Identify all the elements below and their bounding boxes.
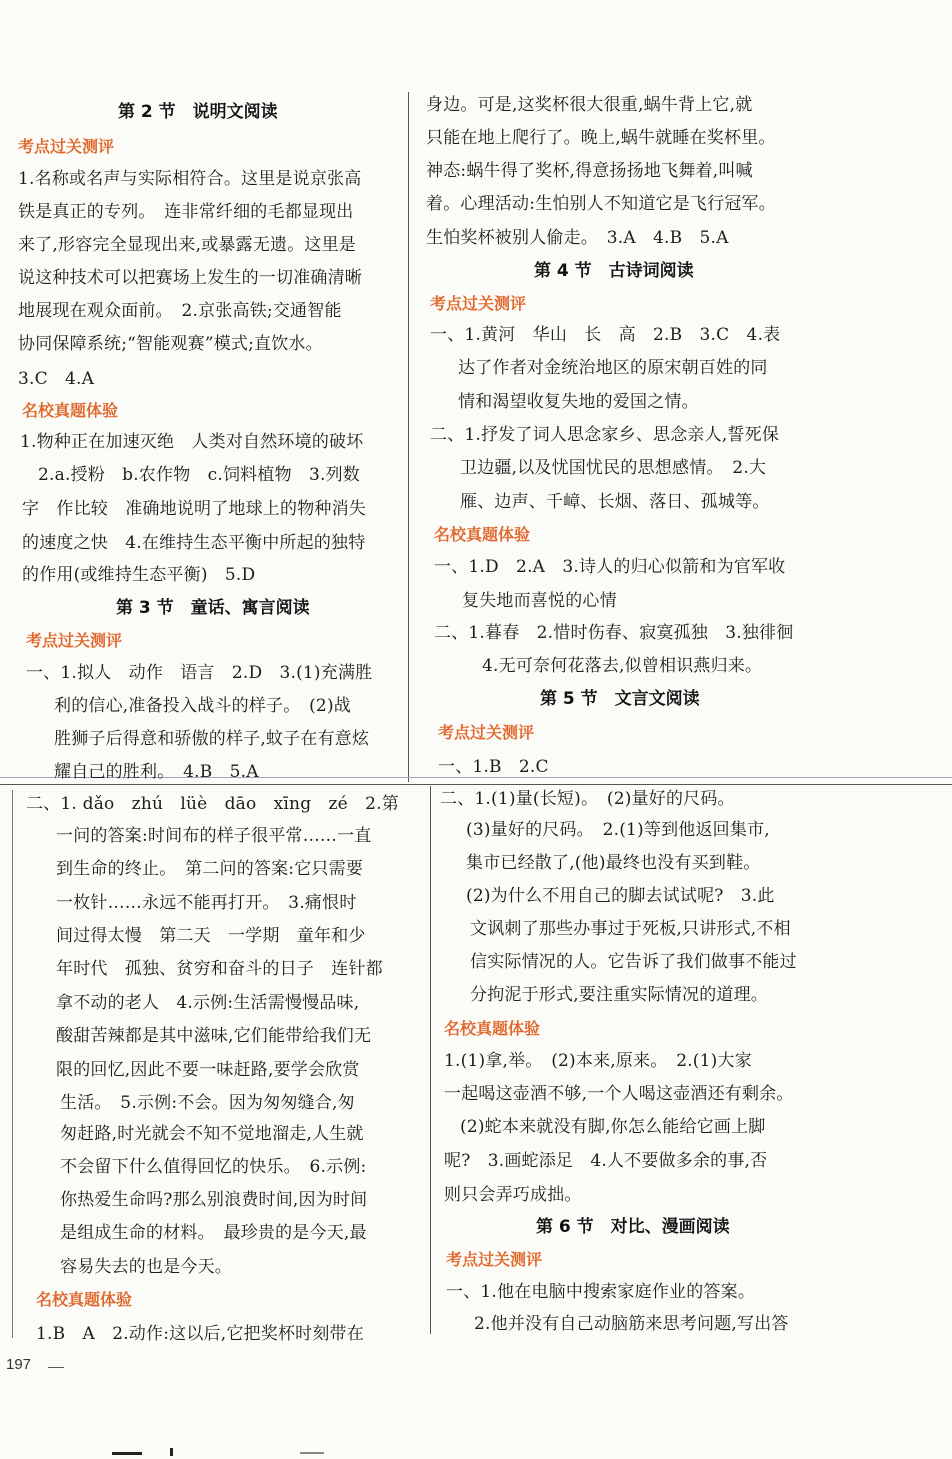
answer-line: 1.物种正在加速灭绝 人类对自然环境的破坏 xyxy=(20,432,364,452)
section-heading: 名校真题体验 xyxy=(434,525,531,544)
answer-line: 说这种技术可以把赛场上发生的一切准确清晰 xyxy=(18,268,362,288)
section-heading: 名校真题体验 xyxy=(444,1019,541,1038)
answer-line: (3)量好的尺码。 2.(1)等到他返回集市, xyxy=(466,820,770,840)
answer-line: 地展现在观众面前。 2.京张高铁;交通智能 xyxy=(18,301,342,321)
answer-line: 2.a.授粉 b.农作物 c.饲料植物 3.列数 xyxy=(38,465,360,485)
answer-line: (2)为什么不用自己的脚去试试呢? 3.此 xyxy=(466,886,775,906)
answer-line: 二、1.(1)量(长短)。 (2)量好的尺码。 xyxy=(440,789,735,809)
section-heading: 考点过关测评 xyxy=(18,137,115,156)
answer-line: 3.C 4.A xyxy=(18,369,95,389)
section-5-title: 第 5 节 文言文阅读 xyxy=(540,689,700,709)
answer-line: 生活。 5.示例:不会。因为匆匆缝合,匆 xyxy=(60,1093,355,1113)
answer-line: 文讽刺了那些办事过于死板,只讲形式,不相 xyxy=(470,919,791,939)
answer-line: 一、1.B 2.C xyxy=(438,757,549,777)
section-heading: 名校真题体验 xyxy=(22,401,119,420)
answer-line: 信实际情况的人。它告诉了我们做事不能过 xyxy=(470,952,797,972)
answer-line: 间过得太慢 第二天 一学期 童年和少 xyxy=(56,926,366,946)
section-heading: 考点过关测评 xyxy=(446,1250,543,1269)
left-margin-rule xyxy=(12,790,13,1338)
page-number-dash xyxy=(48,1367,64,1368)
answer-line: 一问的答案:时间布的样子很平常……一直 xyxy=(56,826,372,846)
answer-line: 酸甜苦辣都是其中滋味,它们能带给我们无 xyxy=(56,1026,372,1046)
answer-line: 4.无可奈何花落去,似曾相识燕归来。 xyxy=(482,656,763,676)
scan-mark xyxy=(112,1452,142,1455)
answer-line: 只能在地上爬行了。晚上,蜗牛就睡在奖杯里。 xyxy=(426,128,776,148)
answer-line: 到生命的终止。 第二问的答案:它只需要 xyxy=(56,859,364,879)
answer-line: 神态:蜗牛得了奖杯,得意扬扬地飞舞着,叫喊 xyxy=(426,161,753,181)
answer-line: 生怕奖杯被别人偷走。 3.A 4.B 5.A xyxy=(426,228,729,248)
section-heading: 名校真题体验 xyxy=(36,1290,133,1309)
answer-line: 2.他并没有自己动脑筋来思考问题,写出答 xyxy=(474,1314,789,1334)
answer-line: 身边。可是,这奖杯很大很重,蜗牛背上它,就 xyxy=(426,95,753,115)
answer-line: 着。心理活动:生怕别人不知道它是飞行冠军。 xyxy=(426,194,776,214)
column-divider xyxy=(408,92,409,782)
section-heading: 考点过关测评 xyxy=(430,294,527,313)
answer-line: 情和渴望收复失地的爱国之情。 xyxy=(458,392,699,412)
answer-line: 年时代 孤独、贫穷和奋斗的日子 连针都 xyxy=(56,959,383,979)
scan-mark xyxy=(300,1452,324,1454)
answer-line: 限的回忆,因此不要一味赶路,要学会欣赏 xyxy=(56,1060,360,1080)
answer-line: 拿不动的老人 4.示例:生活需慢慢品味, xyxy=(56,993,360,1013)
section-6-title: 第 6 节 对比、漫画阅读 xyxy=(536,1217,730,1237)
answer-line: 复失地而喜悦的心情 xyxy=(462,591,617,611)
answer-line: 一枚针……永远不能再打开。 3.痛恨时 xyxy=(56,893,357,913)
answer-line: 卫边疆,以及忧国忧民的思想感情。 2.大 xyxy=(460,458,767,478)
answer-line: 二、1.抒发了词人思念家乡、思念亲人,誓死保 xyxy=(430,425,780,445)
answer-line: 铁是真正的专列。 连非常纤细的毛都显现出 xyxy=(18,202,354,222)
section-heading: 考点过关测评 xyxy=(26,631,123,650)
answer-line: 一起喝这壶酒不够,一个人喝这壶酒还有剩余。 xyxy=(444,1084,794,1104)
answer-line: 一、1.黄河 华山 长 高 2.B 3.C 4.表 xyxy=(430,325,781,345)
answer-line: 1.名称或名声与实际相符合。这里是说京张高 xyxy=(18,169,362,189)
answer-line: (2)蛇本来就没有脚,你怎么能给它画上脚 xyxy=(460,1117,766,1137)
answer-line: 的速度之快 4.在维持生态平衡中所起的独特 xyxy=(22,533,366,553)
column-divider xyxy=(430,786,431,1334)
scan-mark xyxy=(170,1448,173,1456)
section-2-title: 第 2 节 说明文阅读 xyxy=(118,102,278,122)
answer-line: 协同保障系统;“智能观赛”模式;直饮水。 xyxy=(18,334,323,354)
answer-line: 的作用(或维持生态平衡) 5.D xyxy=(22,565,256,585)
answer-line: 1.B A 2.动作:这以后,它把奖杯时刻带在 xyxy=(36,1324,364,1344)
answer-line: 分拘泥于形式,要注重实际情况的道理。 xyxy=(470,985,769,1005)
answer-line: 字 作比较 准确地说明了地球上的物种消失 xyxy=(22,499,366,519)
answer-line: 雁、边声、千嶂、长烟、落日、孤城等。 xyxy=(460,492,770,512)
answer-line: 耀自己的胜利。 4.B 5.A xyxy=(54,762,259,782)
answer-line: 来了,形容完全显现出来,或暴露无遗。这里是 xyxy=(18,235,357,255)
answer-line: 达了作者对金统治地区的原宋朝百姓的同 xyxy=(458,358,768,378)
answer-line: 胜狮子后得意和骄傲的样子,蚊子在有意炫 xyxy=(54,729,370,749)
answer-line: 二、1. dǎo zhú lüè dāo xīng zé 2.第 xyxy=(26,794,399,814)
answer-line: 二、1.暮春 2.惜时伤春、寂寞孤独 3.独徘徊 xyxy=(434,623,794,643)
section-3-title: 第 3 节 童话、寓言阅读 xyxy=(116,598,310,618)
answer-line: 一、1.拟人 动作 语言 2.D 3.(1)充满胜 xyxy=(26,663,373,683)
answer-line: 则只会弄巧成拙。 xyxy=(444,1185,582,1205)
answer-line: 是组成生命的材料。 最珍贵的是今天,最 xyxy=(60,1223,367,1243)
answer-line: 匆赶路,时光就会不知不觉地溜走,人生就 xyxy=(60,1124,364,1144)
answer-line: 利的信心,准备投入战斗的样子。 (2)战 xyxy=(54,696,351,716)
page-number: 197 xyxy=(6,1356,32,1373)
answer-line: 你热爱生命吗?那么别浪费时间,因为时间 xyxy=(60,1190,368,1210)
answer-line: 一、1.D 2.A 3.诗人的归心似箭和为官军收 xyxy=(434,557,786,577)
answer-line: 呢? 3.画蛇添足 4.人不要做多余的事,否 xyxy=(444,1151,768,1171)
answer-line: 容易失去的也是今天。 xyxy=(60,1257,232,1277)
answer-line: 1.(1)拿,举。 (2)本来,原来。 2.(1)大家 xyxy=(444,1051,752,1071)
answer-line: 不会留下什么值得回忆的快乐。 6.示例: xyxy=(60,1157,367,1177)
section-heading: 考点过关测评 xyxy=(438,723,535,742)
answer-line: 集市已经散了,(他)最终也没有买到鞋。 xyxy=(466,853,761,873)
answer-line: 一、1.他在电脑中搜索家庭作业的答案。 xyxy=(446,1282,756,1302)
section-4-title: 第 4 节 古诗词阅读 xyxy=(534,261,694,281)
